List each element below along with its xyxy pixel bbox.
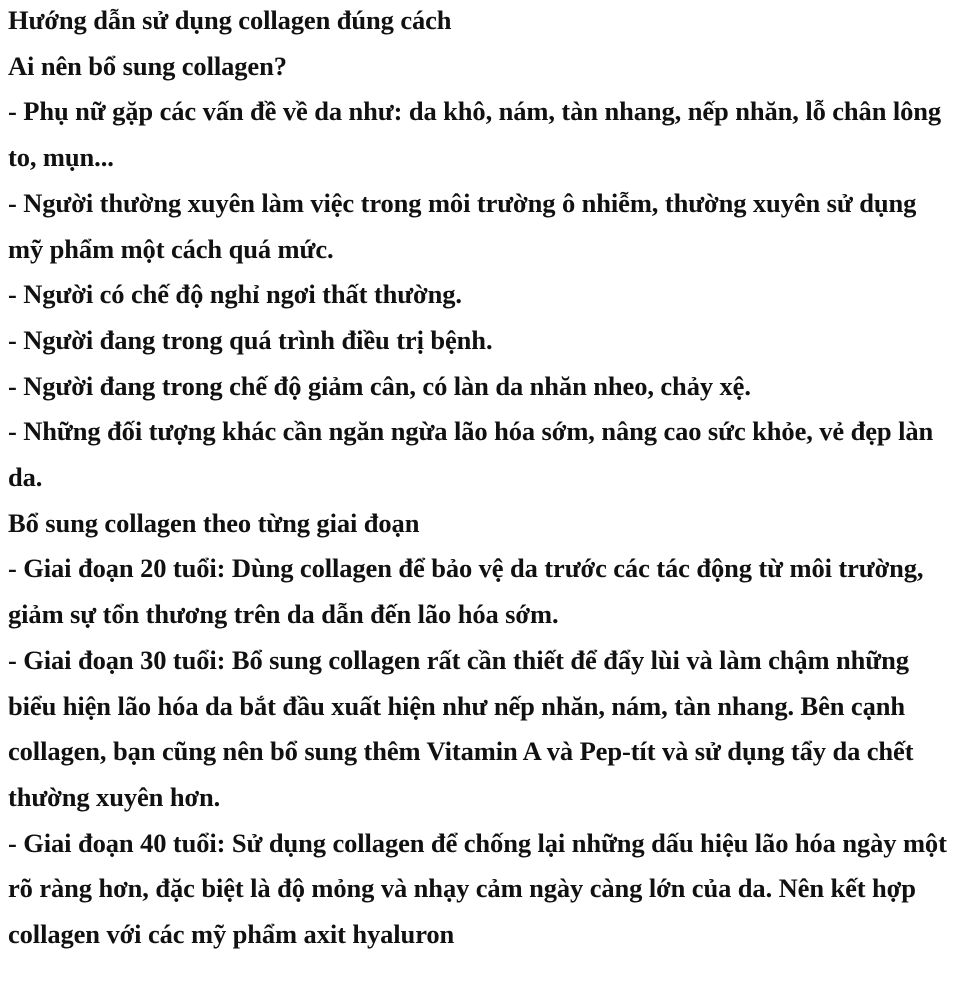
section-heading-stages: Bổ sung collagen theo từng giai đoạn — [8, 507, 420, 538]
list-item: - Người đang trong quá trình điều trị bệnh. — [8, 324, 493, 355]
list-item: - Phụ nữ gặp các vấn đề về da như: da khô, nám, tàn nhang, nếp nhăn, lỗ chân lông to, mụn... — [8, 96, 948, 173]
list-item: - Giai đoạn 40 tuổi: Sử dụng collagen để chống lại những dấu hiệu lão hóa ngày một rõ ràng hơn, đặc biệt là độ mỏng và nhạy cảm ngày càng lớn của da. Nên kết hợp collagen với các mỹ phẩm axit hyaluron — [8, 827, 954, 950]
list-item: - Người thường xuyên làm việc trong môi trường ô nhiễm, thường xuyên sử dụng mỹ phẩm một cách quá mức. — [8, 187, 923, 264]
list-item: - Giai đoạn 20 tuổi: Dùng collagen để bảo vệ da trước các tác động từ môi trường, giảm sự tổn thương trên da dẫn đến lão hóa sớm. — [8, 553, 930, 630]
document-title: Hướng dẫn sử dụng collagen đúng cách — [8, 5, 452, 35]
list-item: - Những đối tượng khác cần ngăn ngừa lão hóa sớm, nâng cao sức khỏe, vẻ đẹp làn da. — [8, 416, 940, 493]
list-item: - Người đang trong chế độ giảm cân, có làn da nhăn nheo, chảy xệ. — [8, 370, 751, 401]
list-item: - Người có chế độ nghỉ ngơi thất thường. — [8, 279, 462, 310]
list-item: - Giai đoạn 30 tuổi: Bổ sung collagen rất cần thiết để đẩy lùi và làm chậm những biểu hiện lão hóa da bắt đầu xuất hiện như nếp nhăn, nám, tàn nhang. Bên cạnh collagen, bạn cũng nên bổ sung thêm Vitamin A và Pep-tít và sử dụng tẩy da chết thường xuyên hơn. — [8, 644, 920, 812]
section-heading-who: Ai nên bổ sung collagen? — [8, 50, 287, 81]
